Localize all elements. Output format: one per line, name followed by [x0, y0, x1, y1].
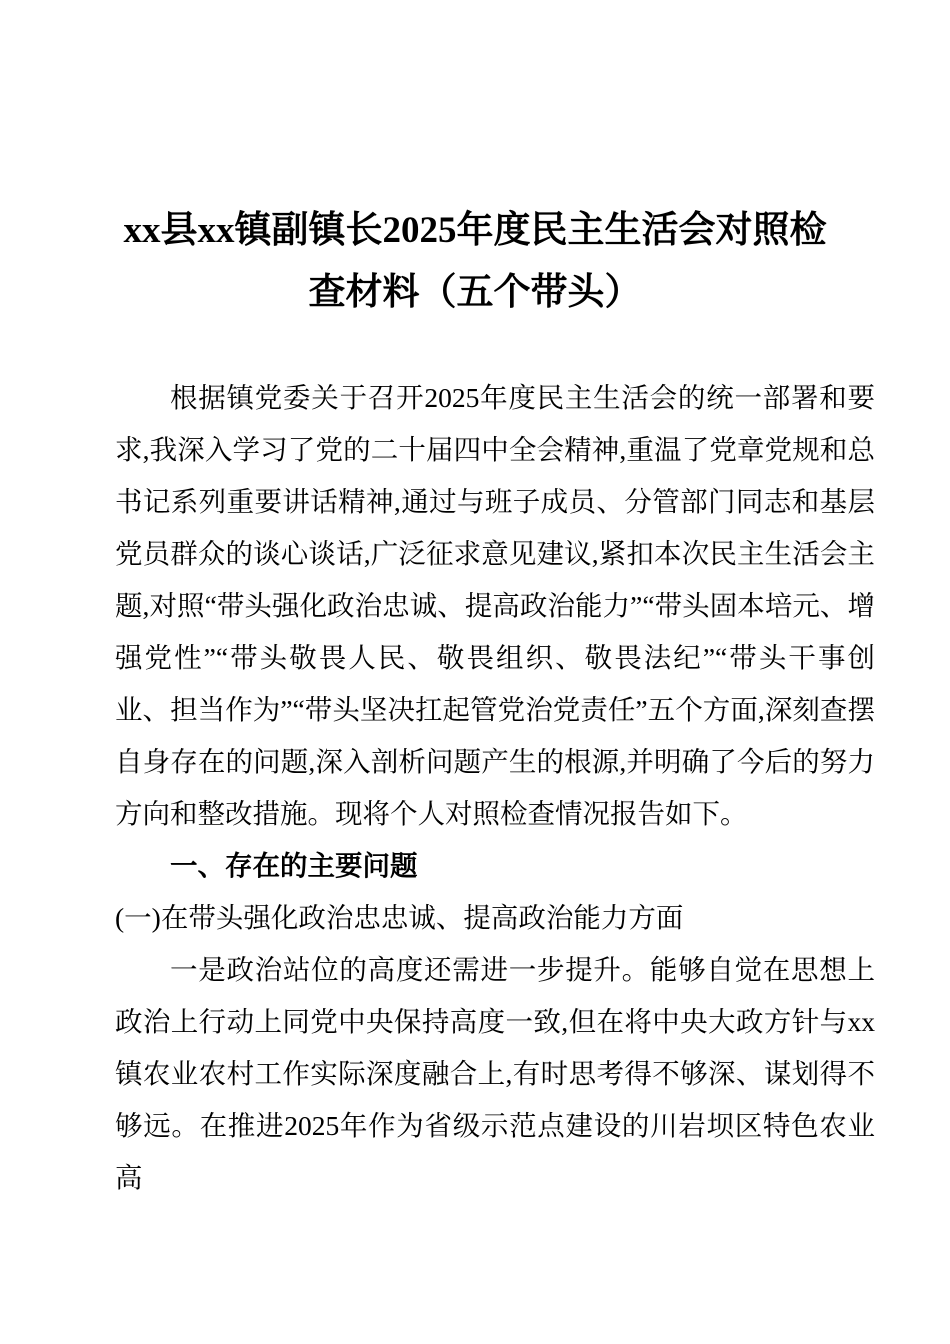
subsection-heading-political-loyalty: (一)在带头强化政治忠忠诚、提高政治能力方面 [115, 902, 684, 933]
problem-paragraph: 一是政治站位的高度还需进一步提升。能够自觉在思想上政治上行动上同党中央保持高度一致,但在将中央大政方针与xx镇农业农村工作实际深度融合上,有时思考得不够深、谋划得不够远。在推进2025年作为省级示范点建设的川岩坝区特色农业高 [115, 954, 875, 1193]
document-title: xx县xx镇副镇长2025年度民主生活会对照检查材料（五个带头） [123, 210, 827, 313]
document-body [115, 372, 875, 1204]
opening-paragraph: 根据镇党委关于召开2025年度民主生活会的统一部署和要求,我深入学习了党的二十届四中全会精神,重温了党章党规和总书记系列重要讲话精神,通过与班子成员、分管部门同志和基层党员群众的谈心谈话,广泛征求意见建议,紧扣本次民主生活会主题,对照“带头强化政治忠诚、提高政治能力”“带头固本培元、增强党性”“带头敬畏人民、敬畏组织、敬畏法纪”“带头干事创业、担当作为”“带头坚决扛起管党治党责任”五个方面,深刻查摆自身存在的问题,深入剖析问题产生的根源,并明确了今后的努力方向和整改措施。现将个人对照检查情况报告如下。 [115, 382, 875, 829]
section-heading-main-problems: 一、存在的主要问题 [170, 850, 418, 881]
